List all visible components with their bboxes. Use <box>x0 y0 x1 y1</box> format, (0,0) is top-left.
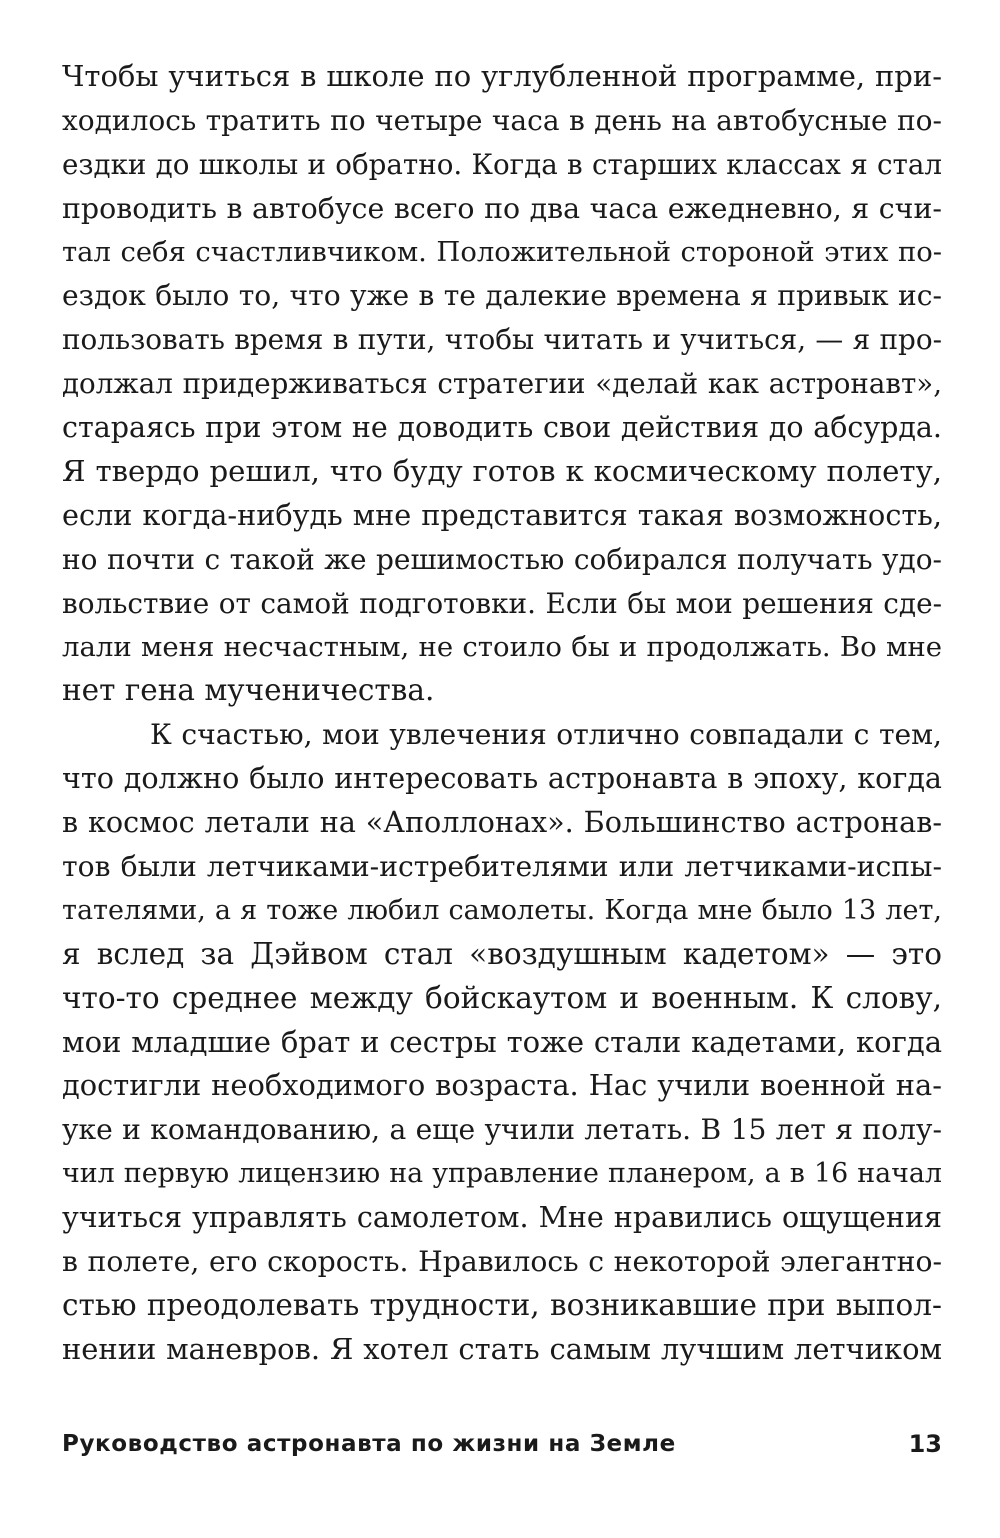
text-line: но почти с такой же решимостью собирался получать удо- <box>62 542 942 576</box>
text-line: достигли необходимого возраста. Нас учили военной на- <box>62 1068 942 1103</box>
text-line: ездки до школы и обратно. Когда в старших классах я стал <box>62 147 942 181</box>
text-line: ходилось тратить по четыре часа в день на автобусные по- <box>62 103 942 137</box>
text-line: стараясь при этом не доводить свои действия до абсурда. <box>62 411 942 445</box>
text-line: Я твердо решил, что буду готов к космическому полету, <box>62 454 942 489</box>
text-line: тал себя счастливчиком. Положительной стороной этих по- <box>62 236 942 268</box>
body-text <box>62 55 942 1372</box>
paragraph-end-line: нет гена мученичества. <box>62 673 435 708</box>
text-line: вольствие от самой подготовки. Если бы мои решения сде- <box>62 586 942 620</box>
text-line: пользовать время в пути, чтобы читать и учиться, — я про- <box>62 323 942 357</box>
text-line: если когда-нибудь мне представится такая возможность, <box>62 497 942 532</box>
text-line: в полете, его скорость. Нравилось с некоторой элегантно- <box>62 1245 942 1279</box>
text-line: должал придерживаться стратегии «делай как астронавт», <box>62 367 942 401</box>
text-line: тов были летчиками-истребителями или летчиками-испы- <box>62 850 942 884</box>
text-line: проводить в автобусе всего по два часа ежедневно, я счи- <box>62 191 942 225</box>
text-line: лали меня несчастным, не стоило бы и продолжать. Во мне <box>62 630 942 663</box>
text-line: уке и командованию, а еще учили летать. В 15 лет я полу- <box>62 1113 942 1147</box>
text-line: чил первую лицензию на управление планером, а в 16 начал <box>62 1158 942 1190</box>
text-line: Чтобы учиться в школе по углубленной программе, при- <box>62 59 942 93</box>
text-line: мои младшие брат и сестры тоже стали кадетами, когда <box>62 1024 942 1059</box>
paragraph-start-line: К счастью, мои увлечения отлично совпадали с тем, <box>150 718 942 752</box>
text-line: нении маневров. Я хотел стать самым лучшим летчиком <box>62 1331 942 1366</box>
text-line: что-то среднее между бойскаутом и военным. К слову, <box>62 980 942 1015</box>
text-line: что должно было интересовать астронавта в эпоху, когда <box>62 761 942 796</box>
text-line: ездок было то, что уже в те далекие времена я привык ис- <box>62 279 942 313</box>
running-title: Руководство астронавта по жизни на Земле <box>62 1431 676 1457</box>
page-footer <box>62 1424 942 1464</box>
text-line: тателями, а я тоже любил самолеты. Когда мне было 13 лет, <box>62 894 942 926</box>
text-line: я вслед за Дэйвом стал «воздушным кадетом» — это <box>62 936 942 971</box>
text-line: учиться управлять самолетом. Мне нравились ощущения <box>62 1200 942 1235</box>
text-line: стью преодолевать трудности, возникавшие при выпол- <box>62 1287 942 1322</box>
page-number: 13 <box>908 1430 942 1458</box>
text-line: в космос летали на «Аполлонах». Большинство астронав- <box>62 805 942 840</box>
